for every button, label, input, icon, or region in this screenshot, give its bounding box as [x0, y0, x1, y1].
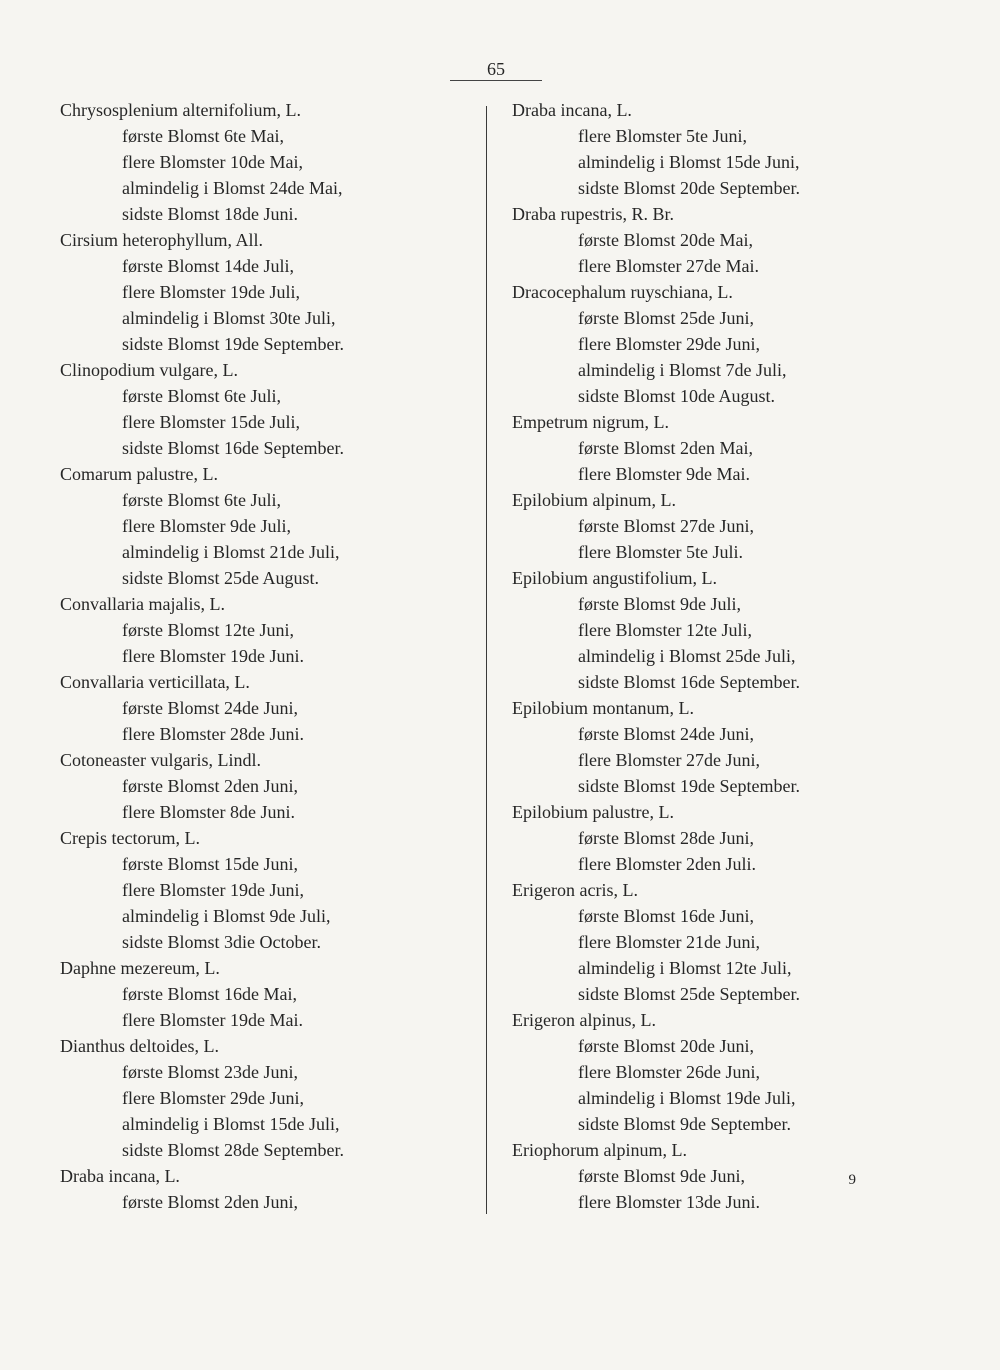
flowering-date-line: første Blomst 2den Juni,	[122, 1192, 298, 1212]
species-name: Draba incana, L.	[60, 1166, 180, 1186]
flowering-date-line: flere Blomster 13de Juni.	[578, 1192, 760, 1212]
species-name: Eriophorum alpinum, L.	[512, 1140, 687, 1160]
species-entry	[60, 97, 480, 227]
species-entry	[60, 1163, 480, 1215]
flowering-date-line: sidste Blomst 10de August.	[578, 386, 776, 406]
flowering-date-line: første Blomst 9de Juni,	[578, 1166, 745, 1186]
flowering-date-line: flere Blomster 21de Juni,	[578, 932, 760, 952]
flowering-date-line: flere Blomster 10de Mai,	[122, 152, 303, 172]
flowering-date-line: første Blomst 12te Juni,	[122, 620, 294, 640]
species-name: Clinopodium vulgare, L.	[60, 360, 238, 380]
flowering-date-line: flere Blomster 29de Juni,	[122, 1088, 304, 1108]
flowering-date-line: almindelig i Blomst 25de Juli,	[578, 646, 796, 666]
species-name: Convallaria majalis, L.	[60, 594, 225, 614]
flowering-date-line: sidste Blomst 19de September.	[122, 334, 344, 354]
flowering-date-line: første Blomst 6te Juli,	[122, 490, 281, 510]
species-name: Cirsium heterophyllum, All.	[60, 230, 263, 250]
flowering-date-line: flere Blomster 9de Juli,	[122, 516, 291, 536]
species-name: Crepis tectorum, L.	[60, 828, 200, 848]
species-name: Erigeron alpinus, L.	[512, 1010, 656, 1030]
flowering-date-line: almindelig i Blomst 7de Juli,	[578, 360, 787, 380]
species-entry	[512, 799, 952, 877]
species-name: Erigeron acris, L.	[512, 880, 638, 900]
page-number: 65	[487, 59, 505, 79]
flowering-date-line: sidste Blomst 25de August.	[122, 568, 320, 588]
column-divider	[486, 106, 487, 1214]
flowering-date-line: almindelig i Blomst 30te Juli,	[122, 308, 336, 328]
flowering-date-line: flere Blomster 28de Juni.	[122, 724, 304, 744]
flowering-date-line: første Blomst 24de Juni,	[122, 698, 298, 718]
flowering-date-line: første Blomst 23de Juni,	[122, 1062, 298, 1082]
species-name: Daphne mezereum, L.	[60, 958, 220, 978]
species-name: Epilobium montanum, L.	[512, 698, 694, 718]
species-entry	[60, 825, 480, 955]
flowering-date-line: flere Blomster 5te Juli.	[578, 542, 743, 562]
flowering-date-line: sidste Blomst 19de September.	[578, 776, 800, 796]
left-column	[60, 97, 480, 1215]
species-entry	[60, 747, 480, 825]
species-entry	[512, 201, 952, 279]
flowering-date-line: almindelig i Blomst 15de Juni,	[578, 152, 800, 172]
species-name: Epilobium palustre, L.	[512, 802, 674, 822]
flowering-date-line: sidste Blomst 20de September.	[578, 178, 800, 198]
species-name: Comarum palustre, L.	[60, 464, 218, 484]
flowering-date-line: første Blomst 6te Juli,	[122, 386, 281, 406]
flowering-date-line: flere Blomster 5te Juni,	[578, 126, 747, 146]
flowering-date-line: første Blomst 16de Juni,	[578, 906, 754, 926]
species-name: Dianthus deltoides, L.	[60, 1036, 219, 1056]
flowering-date-line: første Blomst 15de Juni,	[122, 854, 298, 874]
flowering-date-line: første Blomst 25de Juni,	[578, 308, 754, 328]
flowering-date-line: første Blomst 14de Juli,	[122, 256, 294, 276]
flowering-date-line: flere Blomster 9de Mai.	[578, 464, 750, 484]
flowering-date-line: flere Blomster 29de Juni,	[578, 334, 760, 354]
species-name: Chrysosplenium alternifolium, L.	[60, 100, 301, 120]
species-entry	[60, 591, 480, 669]
species-name: Draba incana, L.	[512, 100, 632, 120]
species-name: Convallaria verticillata, L.	[60, 672, 250, 692]
flowering-date-line: flere Blomster 15de Juli,	[122, 412, 300, 432]
species-entry	[60, 955, 480, 1033]
species-entry	[512, 409, 952, 487]
species-entry	[60, 461, 480, 591]
flowering-date-line: flere Blomster 19de Juni.	[122, 646, 304, 666]
species-entry	[60, 669, 480, 747]
species-name: Epilobium alpinum, L.	[512, 490, 676, 510]
flowering-date-line: almindelig i Blomst 12te Juli,	[578, 958, 792, 978]
flowering-date-line: flere Blomster 12te Juli,	[578, 620, 752, 640]
flowering-date-line: første Blomst 27de Juni,	[578, 516, 754, 536]
flowering-date-line: flere Blomster 2den Juli.	[578, 854, 756, 874]
species-entry	[60, 227, 480, 357]
species-entry	[512, 97, 952, 201]
species-entry	[512, 877, 952, 1007]
flowering-date-line: almindelig i Blomst 24de Mai,	[122, 178, 343, 198]
flowering-date-line: flere Blomster 19de Mai.	[122, 1010, 303, 1030]
species-entry	[512, 1007, 952, 1137]
flowering-date-line: sidste Blomst 9de September.	[578, 1114, 791, 1134]
species-entry	[60, 357, 480, 461]
species-entry	[512, 487, 952, 565]
flowering-date-line: flere Blomster 8de Juni.	[122, 802, 295, 822]
species-entry	[512, 279, 952, 409]
species-name: Epilobium angustifolium, L.	[512, 568, 717, 588]
flowering-date-line: første Blomst 24de Juni,	[578, 724, 754, 744]
flowering-date-line: første Blomst 20de Juni,	[578, 1036, 754, 1056]
flowering-date-line: flere Blomster 27de Juni,	[578, 750, 760, 770]
flowering-date-line: sidste Blomst 28de September.	[122, 1140, 344, 1160]
flowering-date-line: flere Blomster 19de Juni,	[122, 880, 304, 900]
species-entry	[512, 565, 952, 695]
species-entry	[60, 1033, 480, 1163]
flowering-date-line: flere Blomster 26de Juni,	[578, 1062, 760, 1082]
flowering-date-line: sidste Blomst 16de September.	[122, 438, 344, 458]
flowering-date-line: almindelig i Blomst 19de Juli,	[578, 1088, 796, 1108]
flowering-date-line: flere Blomster 27de Mai.	[578, 256, 759, 276]
species-name: Cotoneaster vulgaris, Lindl.	[60, 750, 261, 770]
flowering-date-line: første Blomst 20de Mai,	[578, 230, 753, 250]
flowering-date-line: sidste Blomst 25de September.	[578, 984, 800, 1004]
flowering-date-line: første Blomst 2den Mai,	[578, 438, 753, 458]
flowering-date-line: flere Blomster 19de Juli,	[122, 282, 300, 302]
species-entry	[512, 695, 952, 799]
flowering-date-line: sidste Blomst 18de Juni.	[122, 204, 299, 224]
flowering-date-line: første Blomst 2den Juni,	[122, 776, 298, 796]
species-name: Dracocephalum ruyschiana, L.	[512, 282, 733, 302]
flowering-date-line: almindelig i Blomst 21de Juli,	[122, 542, 340, 562]
flowering-date-line: første Blomst 28de Juni,	[578, 828, 754, 848]
sheet-signature: 9	[848, 1172, 856, 1188]
right-column	[512, 97, 952, 1215]
flowering-date-line: almindelig i Blomst 9de Juli,	[122, 906, 331, 926]
flowering-date-line: første Blomst 9de Juli,	[578, 594, 741, 614]
flowering-date-line: sidste Blomst 3die October.	[122, 932, 321, 952]
page-number-rule	[450, 80, 542, 81]
species-name: Draba rupestris, R. Br.	[512, 204, 674, 224]
species-entry	[512, 1137, 952, 1215]
flowering-date-line: første Blomst 6te Mai,	[122, 126, 284, 146]
flowering-date-line: første Blomst 16de Mai,	[122, 984, 297, 1004]
flowering-date-line: almindelig i Blomst 15de Juli,	[122, 1114, 340, 1134]
flowering-date-line: sidste Blomst 16de September.	[578, 672, 800, 692]
species-name: Empetrum nigrum, L.	[512, 412, 669, 432]
